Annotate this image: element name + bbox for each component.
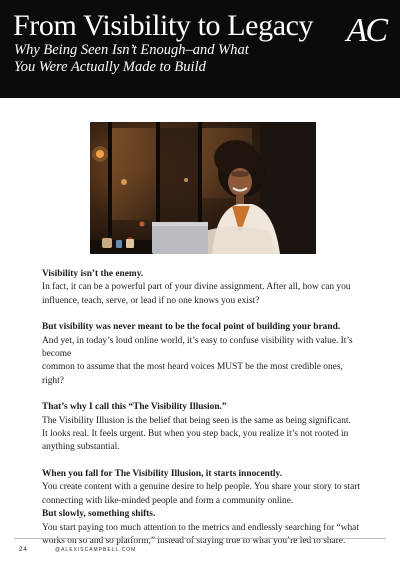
- footer-divider: [14, 538, 386, 539]
- section-3: [42, 401, 367, 455]
- section-heading: But visibility was never meant to be the focal point of building your brand.: [42, 322, 341, 333]
- section-1: [42, 268, 367, 308]
- section-4: [42, 468, 367, 508]
- brand-logo: AC: [346, 12, 386, 49]
- article-body: [42, 268, 367, 561]
- page-number: 24: [19, 546, 28, 553]
- section-line: anything substantial.: [42, 442, 120, 453]
- section-line: works on so and so platform,” instead of staying true to what you’re led to share.: [42, 535, 346, 546]
- section-heading: Visibility isn’t the enemy.: [42, 269, 144, 279]
- section-line: common to assume that the most heard voices MUST be the most credible ones, right?: [42, 362, 343, 386]
- section-5: [42, 508, 367, 548]
- section-heading: When you fall for The Visibility Illusion, it starts innocently.: [42, 468, 283, 479]
- section-heading: But slowly, something shifts.: [42, 509, 156, 520]
- section-heading: That’s why I call this “The Visibility Illusion.”: [42, 402, 227, 413]
- section-2: [42, 321, 367, 388]
- section-line: And yet, in today’s loud online world, it’s easy to confuse visibility with value. It’s become: [42, 335, 353, 360]
- header-banner: [0, 0, 400, 98]
- woman-at-laptop-photo: [90, 122, 316, 254]
- subtitle-line-2: You Were Actually Made to Build: [14, 59, 206, 75]
- subtitle-line-1: Why Being Seen Isn’t Enough–and What: [14, 42, 249, 58]
- section-line: connecting with like-minded people and form a community online.: [42, 495, 294, 506]
- section-line: In fact, it can be a powerful part of your divine assignment. After all, how can you: [42, 282, 351, 293]
- section-line: The Visibility Illusion is the belief that being seen is the same as being significant.: [42, 415, 351, 426]
- website-link[interactable]: @ALEXISCAMPBELL.COM: [55, 546, 137, 553]
- section-line: influence, teach, serve, or lead if no one knows you exist?: [42, 295, 260, 306]
- section-line: You start paying too much attention to the metrics and endlessly searching for “what: [42, 522, 359, 533]
- section-line: You create content with a genuine desire to help people. You share your story to start: [42, 482, 360, 493]
- section-line: It looks real. It feels urgent. But when you step back, you realize it’s not rooted in: [42, 429, 349, 440]
- page-title: From Visibility to Legacy: [13, 9, 314, 42]
- page-subtitle: [14, 42, 314, 76]
